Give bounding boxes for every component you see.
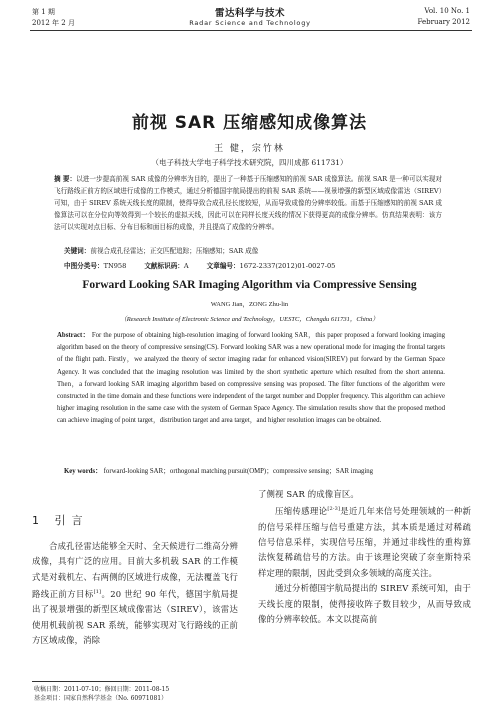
journal-name-cn: 雷达科学与技术 — [214, 8, 285, 19]
section-title: 引言 — [54, 514, 89, 527]
citation-1: [1] — [93, 589, 102, 596]
abstract-cn-text: 以进一步提高前视 SAR 成像的分辨率为目的，提出了一种基于压缩感知的前视 SAR 成像算法。前视 SAR 是一种可以实现对飞行路线正前方的区域进行成像的工作模式，通过分析德国宇航局提出的前视 SAR 系统——视景增强的新型区域成像雷达（SIREV）可知，由于 SIREV 系统天线长度的限制，使得导致合成孔径长度较短，从而导致成像的分辨率较低。而基于压缩感知的前视 SAR 成像算法可以在分位向等效得到一个较长的虚拟天线，因此可以在同样长度天线的情况下获得更高的成像分辨率。仿真结果表明：该方法可以实现对点目标、分布目标和面目标的成像，并且提高了成像的分辨率。 — [54, 175, 443, 231]
abstract-en-text: For the purpose of obtaining high-resolution imaging of forward looking SAR，this paper proposed a forward looking imaging algorithm based on the theory of compressive sensing(CS). Forward looking SAR was a new operational mode for imaging the frontal targets of the flight path. Firstly，we analyzed the theory of sector imaging radar for enhanced vision(SIREV) put forward by the German Space Agency. It was concluded that the imaging resolution was limited by the short synthetic aperture which resulted from the short antenna. Then，a forward looking SAR imaging algorithm based on compressive sensing was proposed. The filter functions of the algorithm were constructed in the time domain and these functions were independent of the target number and Doppler frequency. This algorithm can achieve higher imaging resolution in the same case with the system of German Space Agency. The simulation results show that the proposed method can achieve imaging of point target，distribution target and area target，and higher resolution images can be obtained. — [57, 332, 445, 425]
paper-title-en: Forward Looking SAR Imaging Algorithm via Compressive Sensing — [82, 279, 417, 291]
body-right-p1: 了侧视 SAR 的成像盲区。 — [258, 489, 359, 499]
footnote-rule — [32, 681, 152, 682]
authors-cn: 王 健，宗竹林 — [214, 144, 285, 154]
keywords-cn-text: 前视合成孔径雷达；正交匹配追踪；压缩感知；SAR 成像 — [90, 247, 259, 255]
authors-en: WANG Jian，ZONG Zhu-lin — [210, 301, 289, 308]
doc-label: 文献标识码： — [144, 262, 184, 270]
body-left-text-2: 。20 世纪 90 年代，德国宇航局提出了视景增强的新型区域成像雷达（SIREV），该雷达使用机载前视 SAR 系统，能够实现对飞行路线的正前方区域成像，消除 — [32, 589, 238, 646]
art-value: 1672-2337(2012)01-0027-05 — [239, 262, 336, 270]
abstract-cn — [54, 173, 442, 233]
body-right-p2-b: 是近几年来信号处理领域的一种新的信号采样压缩与信号重建方法，其本质是通过对稀疏信号信息采样，实现信号压缩，并通过非线性的重构算法恢复稀疏信号的方法。由于该理论突破了奈奎斯特采样定理的限制，因此受到众多领域的高度关注。 — [258, 506, 471, 578]
clc-value: TN958 — [103, 262, 127, 270]
keywords-en — [64, 466, 444, 478]
body-left-paragraph — [32, 539, 238, 649]
body-right-p2 — [258, 502, 471, 581]
art-label: 文章编号： — [206, 262, 240, 270]
keywords-en-text: forward-looking SAR；orthogonal matching pursuit(OMP)；compressive sensing；SAR imaging — [103, 468, 374, 475]
doc-value: A — [183, 262, 189, 270]
body-right-p3: 通过分析德国宇航局提出的 SIREV 系统可知，由于天线长度的限制，使得接收阵子数目较少，从而导致成像的分辨率较低。本文以提高前 — [258, 583, 471, 625]
header-volume: Vol. 10 No. 1 — [424, 7, 470, 15]
abstract-en — [57, 330, 445, 428]
clc-label: 中图分类号： — [64, 262, 104, 270]
affiliation-en: （Research Institute of Electronic Science and Technology，UESTC，Chengdu 611731，China） — [120, 316, 379, 323]
keywords-cn — [64, 245, 444, 257]
header-date-en: February 2012 — [417, 18, 470, 26]
keywords-en-label: Key words： — [64, 468, 102, 475]
body-right-column — [258, 487, 471, 627]
header-rule — [30, 30, 472, 31]
keywords-cn-label: 关键词： — [64, 247, 91, 255]
section-heading — [32, 512, 89, 528]
header-issue: 第 1 期 — [32, 8, 55, 16]
paper-title-cn: 前视 SAR 压缩感知成像算法 — [131, 113, 368, 133]
body-right-p2-a: 压缩传感理论 — [275, 506, 328, 517]
affiliation-cn: （电子科技大学电子科学技术研究院，四川成都 611731） — [151, 158, 348, 167]
footnote-received: 收稿日期：2011-07-10；修回日期：2011-08-15 — [34, 686, 170, 693]
abstract-en-label: Abstract： — [57, 332, 90, 339]
footnote — [34, 685, 169, 703]
footnote-fund: 基金项目：国家自然科学基金（No. 60971081） — [34, 695, 168, 702]
classification-line — [64, 260, 444, 272]
journal-name-en: Radar Science and Technology — [189, 19, 311, 27]
section-number: 1 — [32, 514, 45, 527]
abstract-cn-label: 摘 要： — [54, 175, 77, 183]
header-date-cn: 2012 年 2 月 — [32, 19, 75, 27]
body-left-text-1: 合成孔径雷达能够全天时、全天候进行二维高分辨成像，具有广泛的应用。目前大多机载 SAR 的工作模式是对载机左、右两侧的区域进行成像，无法覆盖飞行路线正前方目标 — [32, 541, 238, 600]
citation-2: [2-3] — [327, 506, 341, 513]
